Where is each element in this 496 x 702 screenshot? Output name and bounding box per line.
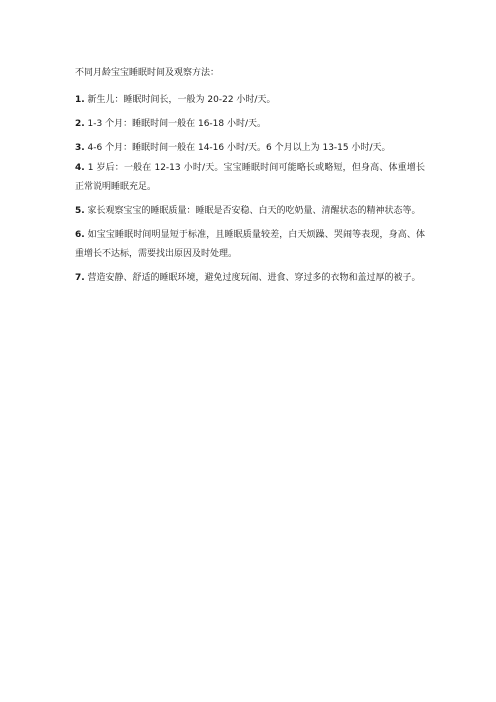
list-item-text: 营造安静、舒适的睡眠环境，避免过度玩闹、进食、穿过多的衣物和盖过厚的被子。 <box>84 273 421 283</box>
list-item-number: 6. <box>75 230 85 240</box>
list-item <box>75 202 425 221</box>
list-item-number: 4. <box>75 163 85 173</box>
list-item-number: 1. <box>75 95 85 105</box>
document-heading: 不同月龄宝宝睡眠时间及观察方法： <box>75 68 220 78</box>
list-item-number: 5. <box>75 206 85 216</box>
list-item <box>75 115 425 134</box>
list-item-text: 如宝宝睡眠时间明显短于标准，且睡眠质量较差，白天烦躁、哭闹等表现，身高、体重增长不达标，需要找出原因及时处理。 <box>75 230 425 259</box>
list-item-number: 3. <box>75 143 85 153</box>
list-item <box>75 226 425 264</box>
list-item-number: 7. <box>75 273 85 283</box>
list-item-text: 新生儿：睡眠时间长，一般为 20-22 小时/天。 <box>84 95 276 105</box>
list-item-text: 1 岁后：一般在 12-13 小时/天。宝宝睡眠时间可能略长或略短，但身高、体重增长正常说明睡眠充足。 <box>75 163 425 192</box>
list-item-number: 2. <box>75 119 85 129</box>
list-item <box>75 159 425 197</box>
list-item-text: 家长观察宝宝的睡眠质量：睡眠是否安稳、白天的吃奶量、清醒状态的精神状态等。 <box>84 206 421 216</box>
list-item-text: 1-3 个月：睡眠时间一般在 16-18 小时/天。 <box>84 119 267 129</box>
list-item <box>75 91 425 110</box>
list-item <box>75 139 425 158</box>
document-body <box>75 66 425 293</box>
list-item-text: 4-6 个月：睡眠时间一般在 14-16 小时/天。6 个月以上为 13-15 小时/天。 <box>84 143 391 153</box>
list-item <box>75 269 425 288</box>
